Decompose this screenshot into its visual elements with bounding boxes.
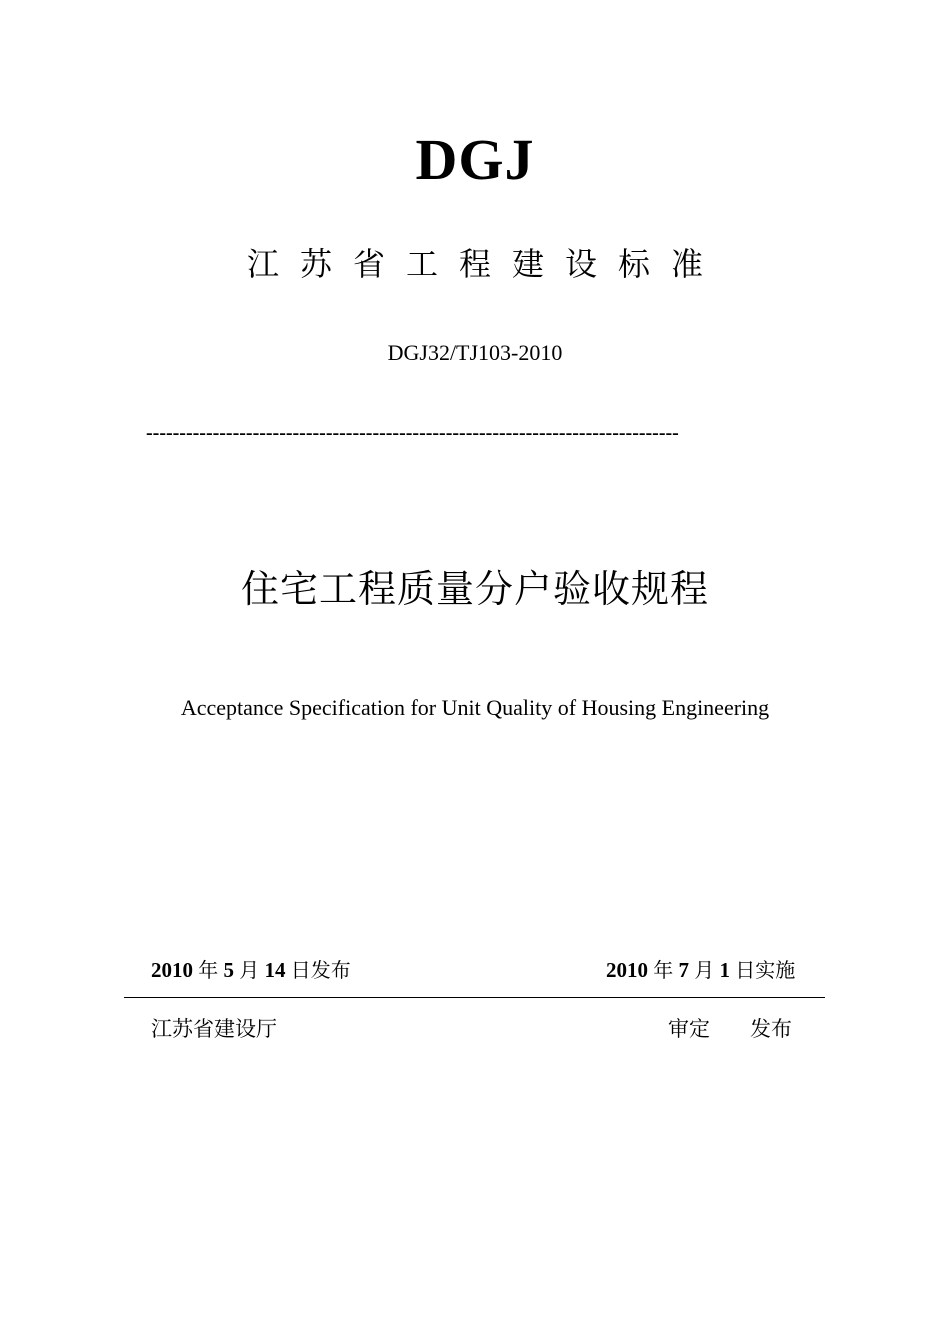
issue-date bbox=[151, 953, 351, 987]
implement-month: 7 bbox=[678, 958, 689, 982]
implement-day: 1 bbox=[719, 958, 730, 982]
issue-year: 2010 bbox=[151, 958, 193, 982]
document-title-chinese: 住宅工程质量分户验收规程 bbox=[240, 567, 709, 611]
implementation-date bbox=[606, 953, 795, 987]
issue-month-unit: 月 bbox=[239, 958, 260, 982]
document-title-english: Acceptance Specification for Unit Quality of Housing Engineering bbox=[180, 695, 770, 720]
standard-type: 江苏省工程建设标准 bbox=[246, 245, 724, 283]
issue-day: 14 bbox=[264, 958, 286, 982]
issue-day-unit: 日发布 bbox=[290, 958, 351, 982]
implement-year: 2010 bbox=[606, 958, 648, 982]
dash-separator: -------------------------------------------------------------------------------- bbox=[146, 422, 679, 444]
publish-label: 发布 bbox=[750, 1017, 792, 1041]
horizontal-rule bbox=[124, 997, 825, 998]
issue-month: 5 bbox=[223, 958, 234, 982]
series-code: DGJ bbox=[415, 127, 535, 192]
implement-year-unit: 年 bbox=[653, 958, 674, 982]
issue-year-unit: 年 bbox=[198, 958, 219, 982]
issuing-authority: 江苏省建设厅 bbox=[151, 1017, 277, 1041]
standard-number: DGJ32/TJ103-2010 bbox=[387, 340, 563, 365]
approve-label: 审定 bbox=[668, 1017, 710, 1041]
implement-month-unit: 月 bbox=[694, 958, 715, 982]
implement-day-unit: 日实施 bbox=[735, 958, 796, 982]
